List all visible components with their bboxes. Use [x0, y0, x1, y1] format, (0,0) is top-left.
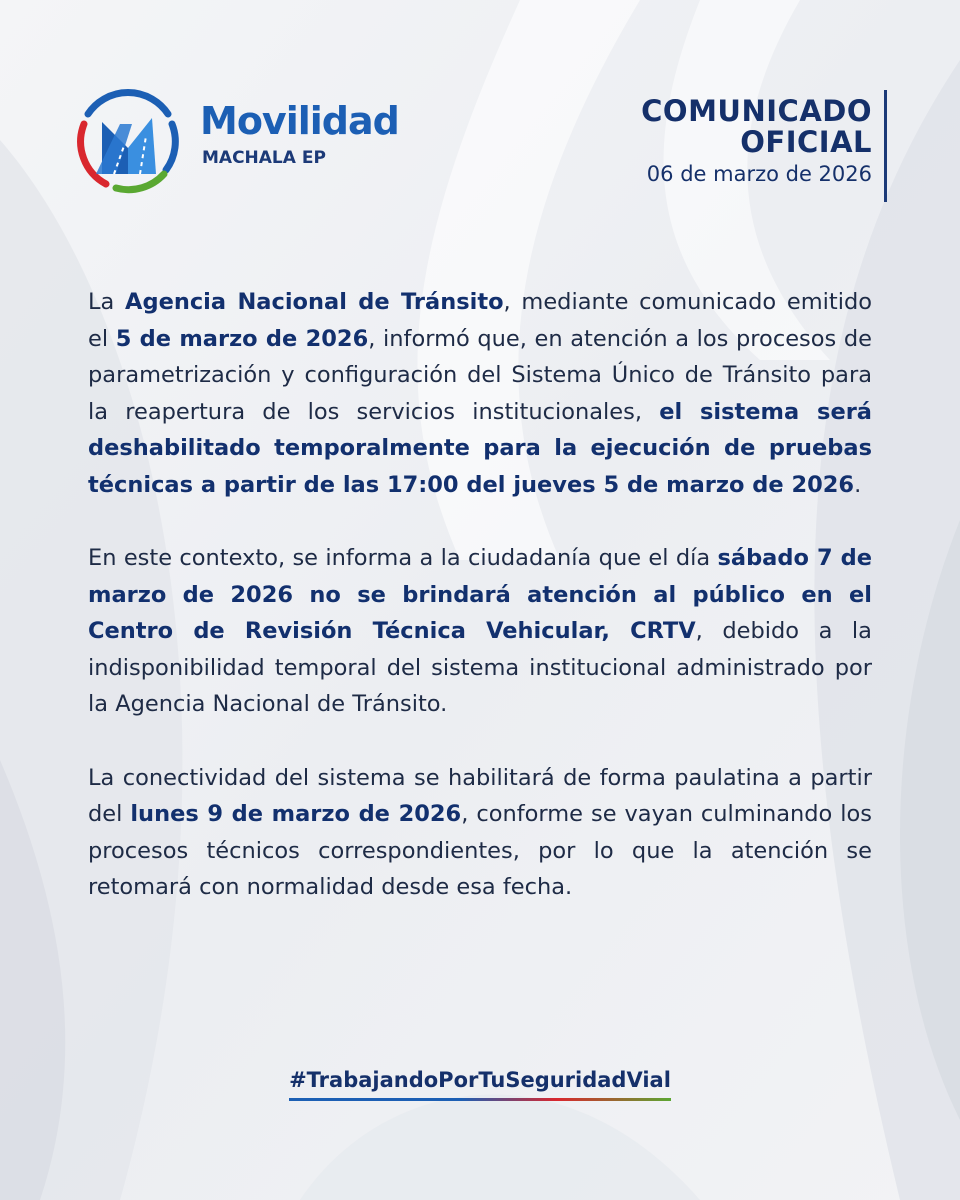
footer: [0, 1068, 960, 1101]
p2-text-1: En este contexto, se informa a la ciudadanía que el día: [88, 545, 718, 571]
p1-text-2: , mediante comunicado emitido el: [88, 289, 873, 352]
brand-subname: MACHALA EP: [202, 148, 326, 168]
paragraph-3: [88, 760, 872, 906]
header-title-line-2: OFICIAL: [740, 125, 872, 159]
p3-text-1: La conectividad del sistema se habilitará de forma paulatina a partir del: [88, 764, 872, 827]
header-block: [641, 96, 872, 186]
brand-name: Movilidad: [200, 99, 399, 143]
p1-text-3: , informó que, en atención a los procesos de parametrización y configuración del Sistema Único de Tránsito para la reapertura de los servicios institucionales,: [88, 325, 872, 425]
logo-emblem-icon: [72, 84, 184, 196]
p1-text-4: .: [854, 471, 862, 498]
header-title-line-1: COMUNICADO: [641, 94, 872, 128]
p1-bold-3: el sistema será deshabilitado temporalmente para la ejecución de pruebas técnicas a partir de las 17:00 del jueves 5 de marzo de 2026: [88, 398, 872, 498]
hashtag: #TrabajandoPorTuSeguridadVial: [289, 1068, 671, 1092]
p2-text-2: , debido a la indisponibilidad temporal del sistema institucional administrado por la Agencia Nacional de Tránsito.: [88, 618, 872, 717]
brand-logo: [72, 84, 412, 194]
p1-text-1: La: [88, 289, 126, 315]
header-date: 06 de marzo de 2026: [646, 162, 872, 186]
paragraph-2: [88, 540, 872, 723]
p3-text-2: , conforme se vayan culminando los procesos técnicos correspondientes, por lo que la atención se retomará con normalidad desde esa fecha.: [88, 801, 873, 900]
header-divider: [884, 90, 887, 202]
p1-bold-2: 5 de marzo de 2026: [115, 325, 369, 352]
communique-body: [88, 284, 872, 906]
p3-bold-1: lunes 9 de marzo de 2026: [130, 801, 462, 827]
paragraph-1: [88, 284, 872, 503]
p1-bold-1: Agencia Nacional de Tránsito: [125, 289, 504, 315]
p2-bold-1: sábado 7 de marzo de 2026 no se brindará atención al público en el Centro de Revisión Técnica Vehicular, CRTV: [88, 545, 873, 644]
